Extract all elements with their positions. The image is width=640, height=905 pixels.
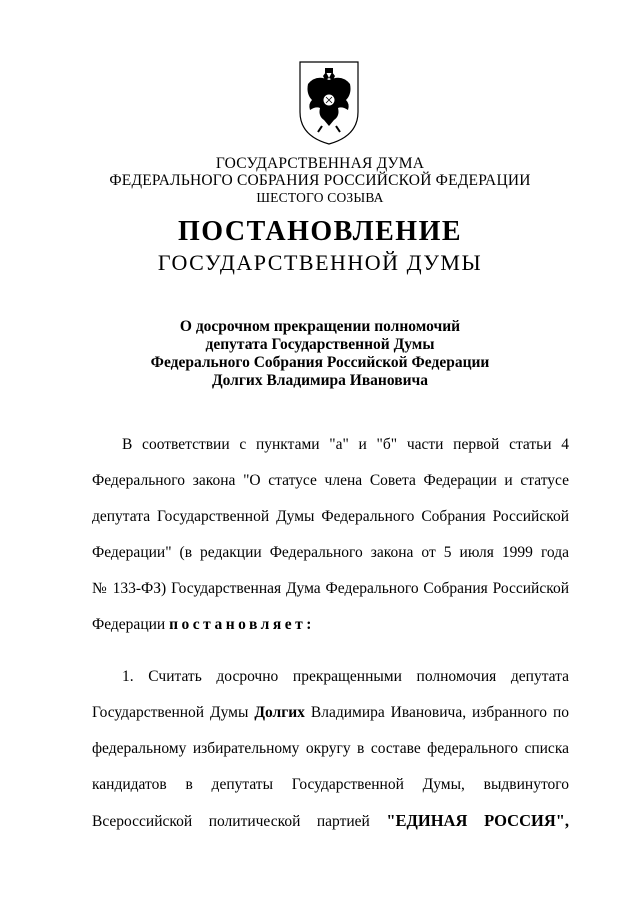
- header-line-1: ГОСУДАРСТВЕННАЯ ДУМА: [215, 155, 425, 172]
- item1-line-5: [92, 812, 569, 831]
- preamble-line-6-start: Федерации: [92, 616, 166, 633]
- party-name: "ЕДИНАЯ РОССИЯ",: [386, 811, 570, 830]
- preamble-line-5: № 133-ФЗ) Государственная Дума Федерального Собрания Российской: [92, 580, 569, 597]
- subject-line-4: Долгих Владимира Ивановича: [211, 372, 429, 389]
- subject-line-3: Федерального Собрания Российской Федерации: [150, 354, 490, 371]
- decree-word: постановляет:: [169, 616, 315, 633]
- subject-line-1: О досрочном прекращении полномочий: [179, 318, 461, 335]
- item1-line-2-start: Государственной Думы: [92, 704, 249, 721]
- deputy-surname: Долгих: [254, 704, 305, 721]
- item1-line-2: [92, 704, 569, 722]
- item1-line-1: 1. Считать досрочно прекращенными полномочия депутата: [122, 668, 569, 685]
- subject-line-2: депутата Государственной Думы: [205, 336, 435, 353]
- header-line-3: ШЕСТОГО СОЗЫВА: [256, 190, 384, 205]
- item1-line-5-start: Всероссийской политической партией: [92, 813, 370, 830]
- item1-line-2-rest: Владимира Ивановича, избранного по: [310, 704, 569, 721]
- item1-line-4: кандидатов в депутаты Государственной Думы, выдвинутого: [92, 776, 569, 793]
- item1-line-3: федеральному избирательному округу в составе федерального списка: [92, 740, 569, 757]
- document-title: ПОСТАНОВЛЕНИЕ: [177, 216, 463, 247]
- preamble-line-3: депутата Государственной Думы Федерального Собрания Российской: [92, 508, 569, 525]
- coat-of-arms-emblem: [296, 60, 362, 146]
- preamble-line-6: [92, 616, 569, 634]
- header-line-2: ФЕДЕРАЛЬНОГО СОБРАНИЯ РОССИЙСКОЙ ФЕДЕРАЦИИ: [109, 172, 531, 189]
- preamble-line-1: В соответствии с пунктами "а" и "б" части первой статьи 4: [122, 436, 569, 453]
- preamble-line-4: Федерации" (в редакции Федерального закона от 5 июля 1999 года: [92, 544, 569, 561]
- preamble-line-2: Федерального закона "О статусе члена Совета Федерации и статусе: [92, 472, 569, 489]
- document-subtitle: ГОСУДАРСТВЕННОЙ ДУМЫ: [157, 250, 483, 275]
